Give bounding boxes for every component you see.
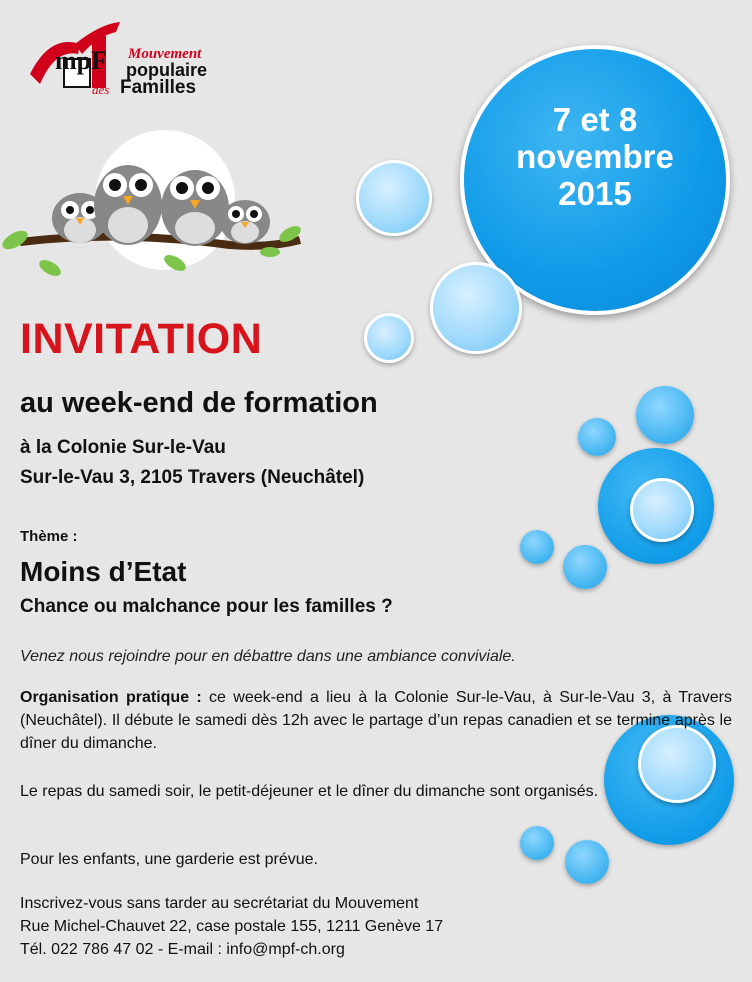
kids-paragraph: Pour les enfants, une garderie est prévue. [20,851,318,868]
bubble-deco [364,313,414,363]
invitation-subtitle: au week-end de formation [20,387,378,419]
logo-line1: Mouvement [128,46,202,62]
bubble-deco [578,418,616,456]
date-line3: 2015 [558,175,632,212]
contact-line1: Inscrivez-vous sans tarder au secrétariat du Mouvement [20,895,419,912]
organisation-paragraph [20,686,732,755]
organisation-label: Organisation pratique : [20,689,202,706]
theme-subtitle: Chance ou malchance pour les familles ? [20,596,393,617]
invitation-title: INVITATION [20,315,263,363]
organisation-text: ce week-end a lieu à la Colonie Sur-le-Vau, à Sur-le-Vau 3, à Travers (Neuchâtel). Il débute le samedi dès 12h avec le partage d’un repas canadien et se termine après le dîner du dimanche. [20,689,733,752]
logo-line4: Familles [120,77,197,98]
bubble-deco [636,386,694,444]
theme-label: Thème : [20,528,78,545]
owls-on-branch-illustration [0,130,310,280]
date-line2: novembre [516,138,674,175]
bubble-deco [520,530,554,564]
contact-line3[interactable]: Tél. 022 786 47 02 - E-mail : info@mpf-ch.org [20,941,345,958]
date-line1: 7 et 8 [552,101,638,138]
logo-line2: populaire [126,60,208,80]
bubble-deco [356,160,432,236]
intro-text: Venez nous rejoindre pour en débattre dans une ambiance conviviale. [20,648,516,665]
location-line1: à la Colonie Sur-le-Vau [20,437,226,458]
contact-line2: Rue Michel-Chauvet 22, case postale 155, 1211 Genève 17 [20,918,444,935]
logo-monogram: mpF [55,46,107,75]
mpf-logo [0,0,260,105]
theme-title: Moins d’Etat [20,556,187,587]
bubble-deco [430,262,522,354]
contact-block [20,892,580,961]
location-line2: Sur-le-Vau 3, 2105 Travers (Neuchâtel) [20,467,365,488]
bubble-deco [563,545,607,589]
meals-paragraph: Le repas du samedi soir, le petit-déjeuner et le dîner du dimanche sont organisés. [20,783,599,800]
location-block [20,433,364,493]
bubble-deco [630,478,694,542]
logo-line3: des [92,82,110,97]
